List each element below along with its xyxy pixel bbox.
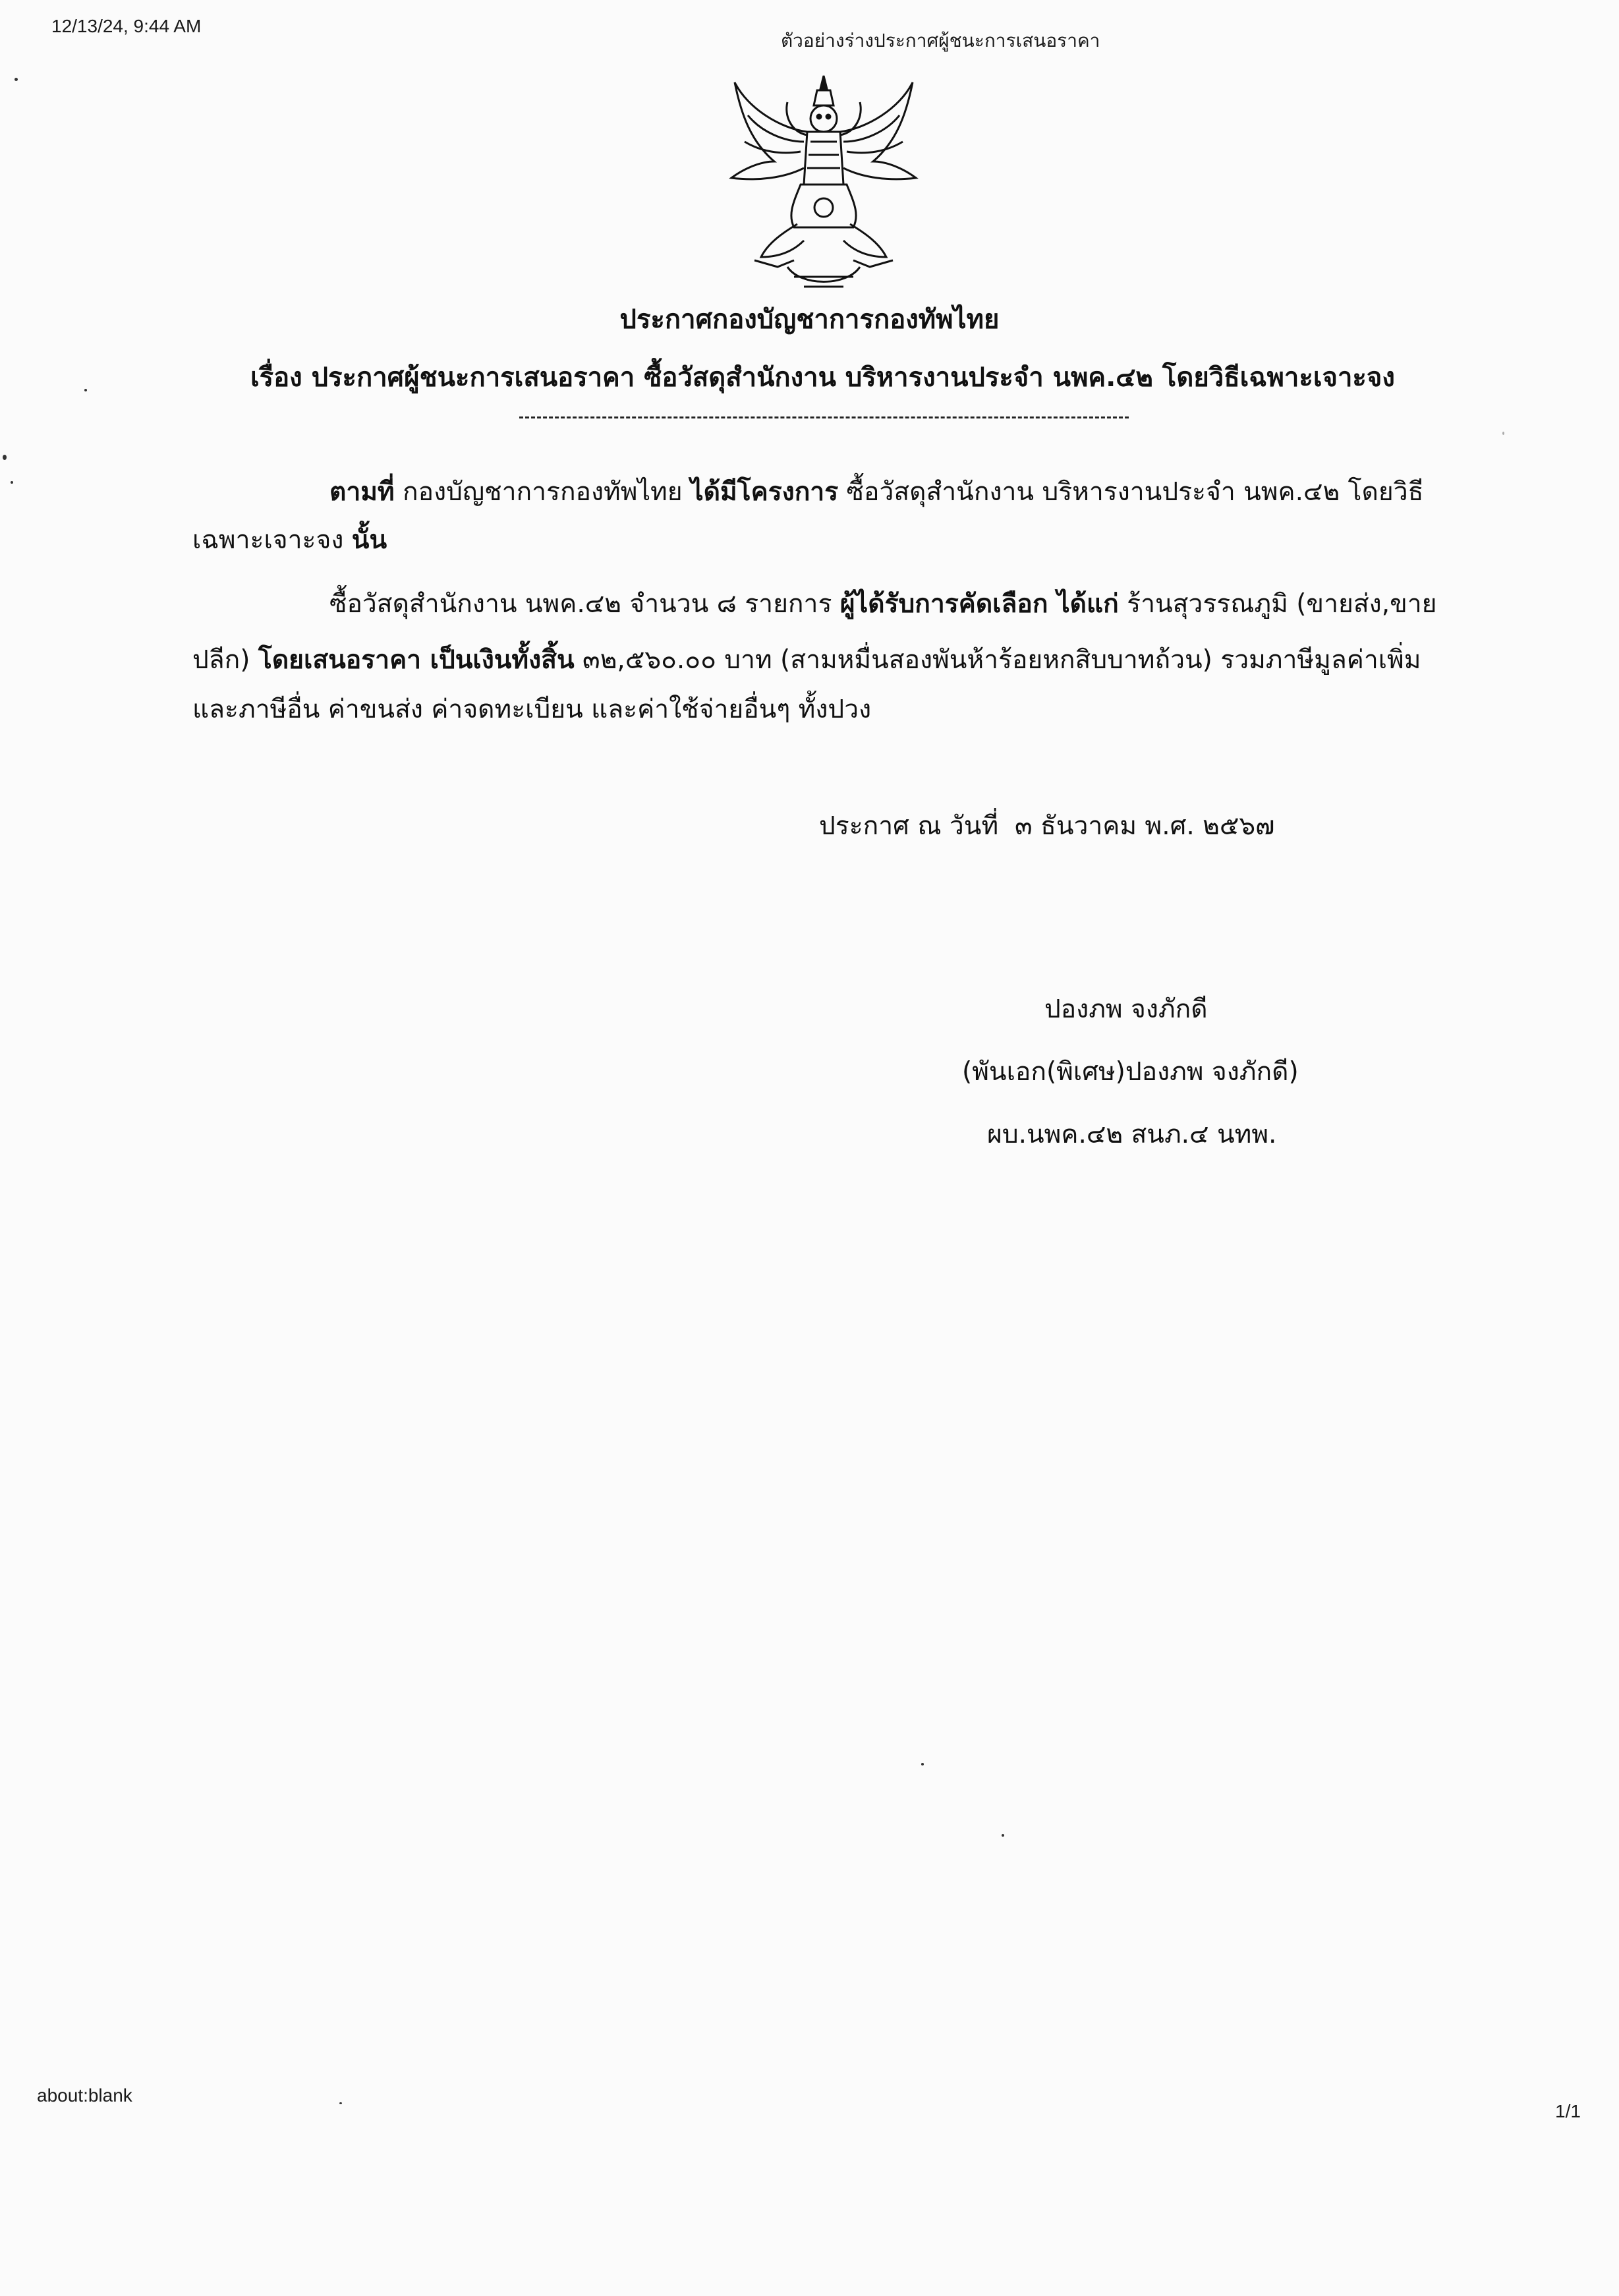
p2-vendor: ร้านสุวรรณภูมิ (ขายส่ง,ขาย	[1118, 589, 1437, 619]
p1-line2-bold: นั้น	[351, 525, 387, 555]
garuda-emblem-icon	[722, 69, 926, 297]
paragraph-1-line-2	[192, 519, 387, 560]
separator-line	[519, 416, 1129, 418]
p2-total-label: เป็นเงินทั้งสิ้น	[421, 645, 575, 675]
print-url: about:blank	[37, 2085, 132, 2106]
paragraph-1-line-1	[329, 471, 1423, 512]
print-datetime: 12/13/24, 9:44 AM	[51, 16, 202, 36]
subject-line	[250, 356, 1395, 398]
paragraph-2-line-2	[192, 639, 1421, 680]
scan-speck	[921, 1763, 924, 1765]
signature-name: ปองภพ จงภักดี	[1044, 994, 1208, 1024]
scan-speck	[84, 389, 87, 391]
subject-label: เรื่อง ประกาศผู้ชนะการเสนอราคา	[250, 362, 635, 393]
signature-position: ผบ.นพค.๔๒ สนภ.๔ นทพ.	[987, 1120, 1277, 1149]
paragraph-2-line-1	[329, 583, 1437, 624]
paragraph-2-line-3: และภาษีอื่น ค่าขนส่ง ค่าจดทะเบียน และค่าใช้จ่ายอื่นๆ ทั้งปวง	[192, 695, 872, 724]
announcement-date	[819, 805, 1274, 846]
p2-offer-label: โดยเสนอราคา	[258, 645, 422, 675]
scan-speck	[14, 78, 18, 81]
p1-bold: ได้มีโครงการ	[691, 477, 839, 507]
scan-speck	[3, 455, 7, 460]
p2-items: ซื้อวัสดุสำนักงาน นพค.๔๒ จำนวน ๘ รายการ	[329, 589, 840, 619]
p2-selected-label: ผู้ได้รับการคัดเลือก	[839, 589, 1048, 619]
p1-line2: เฉพาะเจาะจง	[192, 525, 352, 555]
print-page-number: 1/1	[1555, 2101, 1581, 2121]
signature-full-name: (พันเอก(พิเศษ)ปองภพ จงภักดี)	[962, 1057, 1299, 1087]
document-title: ประกาศกองบัญชาการกองทัพไทย	[619, 304, 1000, 335]
p1-agency: กองบัญชาการกองทัพไทย	[394, 477, 691, 507]
p2-vendor-cont: ปลีก)	[192, 645, 258, 675]
scan-speck	[339, 2102, 342, 2104]
print-document-title: ตัวอย่างร่างประกาศผู้ชนะการเสนอราคา	[781, 30, 1100, 51]
scan-speck	[11, 481, 13, 484]
scan-speck	[1502, 432, 1504, 435]
p2-namely-label: ได้แก่	[1048, 589, 1119, 619]
p2-amount: ๓๒,๕๖๐.๐๐ บาท (สามหมื่นสองพันห้าร้อยหกสิบบาทถ้วน) รวมภาษีมูลค่าเพิ่ม	[574, 645, 1421, 675]
scan-speck	[1002, 1834, 1004, 1837]
p1-project: ซื้อวัสดุสำนักงาน บริหารงานประจำ นพค.๔๒ โดยวิธี	[838, 477, 1424, 507]
subject-text: ซื้อวัสดุสำนักงาน บริหารงานประจำ นพค.๔๒ โดยวิธีเฉพาะเจาะจง	[635, 362, 1395, 393]
date-value: ๓ ธันวาคม พ.ศ. ๒๕๖๗	[998, 811, 1275, 841]
date-label: ประกาศ ณ วันที่	[819, 811, 999, 841]
p1-lead: ตามที่	[329, 477, 395, 507]
